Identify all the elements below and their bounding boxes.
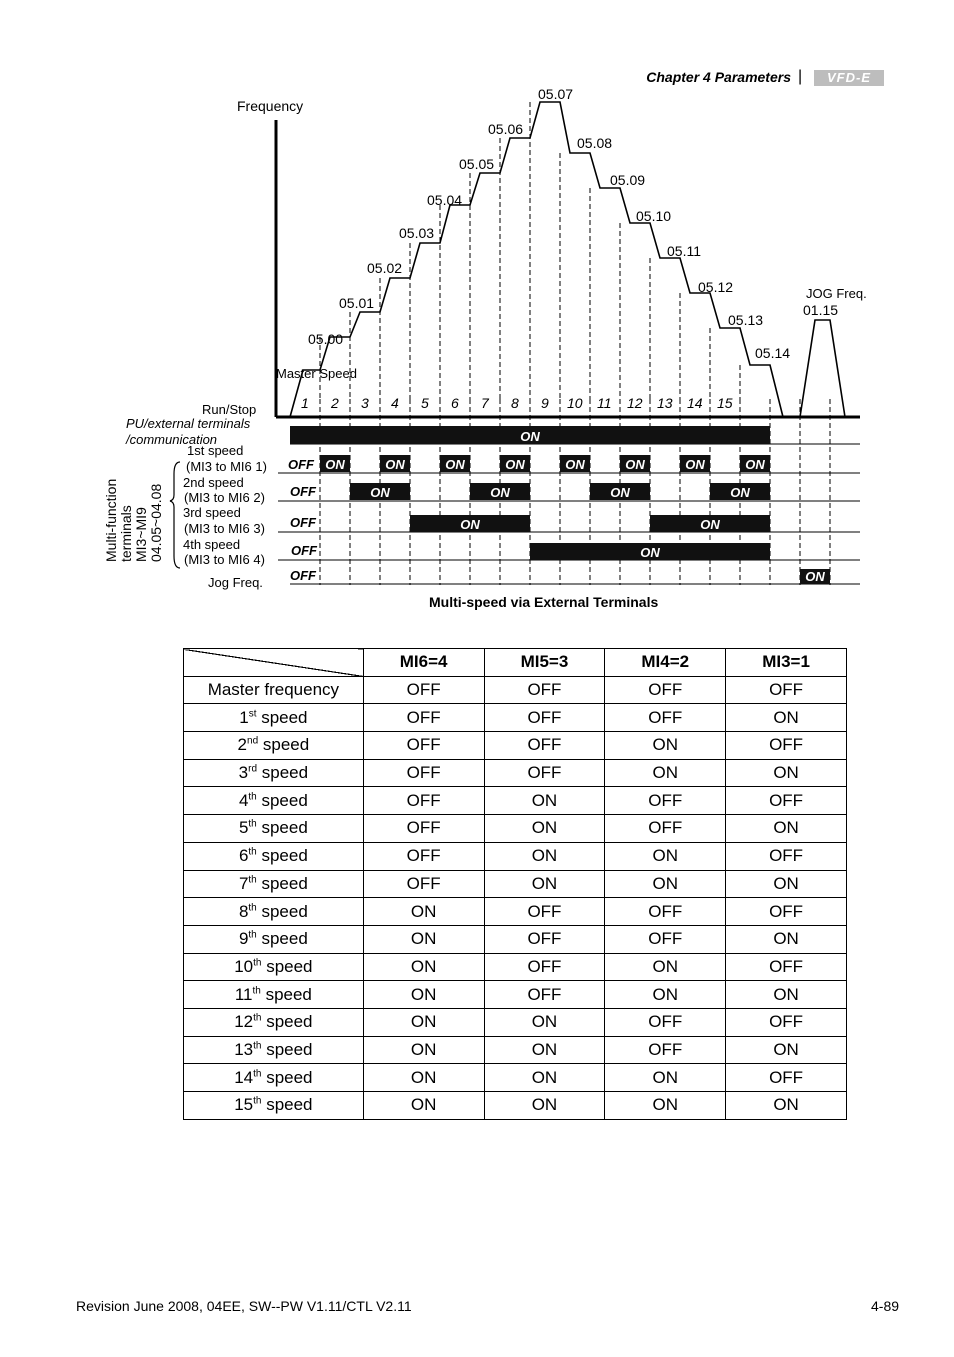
state-cell: ON: [605, 759, 726, 787]
speed-label: [184, 1008, 364, 1036]
speed-number: 11: [234, 984, 253, 1004]
state-cell: ON: [726, 870, 847, 898]
diagram-caption: Multi-speed via External Terminals: [429, 594, 659, 610]
jog-row-label: Jog Freq.: [208, 575, 263, 590]
run-stop-label: Run/Stop: [202, 402, 257, 417]
speed-label: [184, 1092, 364, 1120]
step-number: 13: [657, 395, 673, 411]
speed-number: 4: [238, 790, 249, 810]
table-row: [184, 732, 847, 760]
speed-value-label: 05.10: [636, 208, 672, 224]
state-cell: ON: [484, 815, 605, 843]
state-cell: ON: [363, 1036, 484, 1064]
speed-value-label: 05.03: [399, 225, 435, 241]
state-cell: ON: [726, 1036, 847, 1064]
state-cell: OFF: [605, 1008, 726, 1036]
state-cell: OFF: [726, 898, 847, 926]
step-number: 9: [541, 395, 549, 411]
table-row: [184, 870, 847, 898]
state-cell: ON: [484, 1092, 605, 1120]
table-row: [184, 842, 847, 870]
row3-label-line2: (MI3 to MI6 3): [184, 521, 265, 536]
state-cell: OFF: [363, 842, 484, 870]
speed-label: [184, 676, 364, 704]
off-label: OFF: [291, 543, 317, 558]
state-cell: OFF: [484, 925, 605, 953]
speed-number: 12: [234, 1012, 254, 1032]
row2-label-line2: (MI3 to MI6 2): [184, 490, 265, 505]
speed-suffix: speed: [256, 707, 308, 727]
speed-label: [184, 815, 364, 843]
step-number: 2: [331, 395, 339, 411]
state-cell: OFF: [726, 1008, 847, 1036]
speed-suffix: speed: [261, 956, 313, 976]
state-cell: ON: [484, 1008, 605, 1036]
state-cell: OFF: [605, 815, 726, 843]
frequency-axis-label: Frequency: [237, 98, 304, 114]
state-cell: OFF: [605, 676, 726, 704]
step-number: 14: [687, 395, 703, 411]
communication-label: /communication: [126, 432, 218, 447]
state-cell: ON: [605, 732, 726, 760]
state-cell: ON: [726, 815, 847, 843]
speed-label: [184, 732, 364, 760]
table-row: [184, 676, 847, 704]
header-mi6: MI6=4: [363, 649, 484, 677]
speed-label: [184, 1064, 364, 1092]
state-cell: OFF: [484, 732, 605, 760]
table-row: [184, 759, 847, 787]
speed-value-label: 05.07: [538, 86, 574, 102]
speed-value-label: 05.09: [610, 172, 646, 188]
speed-suffix: speed: [258, 735, 310, 755]
frequency-staircase: [290, 102, 783, 417]
speed-number: 3: [238, 763, 249, 783]
state-cell: ON: [363, 1008, 484, 1036]
step-number: 3: [361, 395, 369, 411]
state-cell: OFF: [363, 870, 484, 898]
state-cell: OFF: [726, 842, 847, 870]
ordinal-suffix: th: [252, 984, 261, 996]
speed-label: [184, 759, 364, 787]
diagram-dynamic-layer: [276, 86, 860, 585]
on-label: ON: [730, 485, 750, 500]
ordinal-suffix: th: [248, 901, 257, 913]
speed-suffix: speed: [256, 873, 308, 893]
speed-label: [184, 925, 364, 953]
table-row: [184, 898, 847, 926]
speed-value-label: 05.11: [667, 243, 701, 259]
table-header-row: [184, 649, 847, 677]
speed-suffix: speed: [257, 763, 309, 783]
off-label: OFF: [290, 515, 316, 530]
side-label-mi3-mi9: MI3~MI9: [133, 507, 149, 562]
side-brace: [170, 462, 180, 568]
speed-number: 6: [238, 846, 249, 866]
state-cell: OFF: [605, 898, 726, 926]
vfd-e-logo: VFD-E: [814, 70, 884, 86]
step-number: 10: [567, 395, 583, 411]
step-number: 7: [481, 395, 489, 411]
master-speed-label: Master Speed: [276, 366, 357, 381]
state-cell: ON: [484, 787, 605, 815]
on-label: ON: [610, 485, 630, 500]
row1-label-line2: (MI3 to MI6 1): [186, 459, 267, 474]
state-cell: ON: [605, 842, 726, 870]
header-mi3: MI3=1: [726, 649, 847, 677]
on-label: ON: [700, 517, 720, 532]
on-label: ON: [505, 457, 525, 472]
speed-number: 10: [234, 956, 254, 976]
on-label: ON: [640, 545, 660, 560]
state-cell: OFF: [363, 759, 484, 787]
state-cell: ON: [726, 1092, 847, 1120]
row2-label-line1: 2nd speed: [183, 475, 244, 490]
step-number: 6: [451, 395, 459, 411]
chapter-title: Chapter 4 Parameters: [646, 69, 791, 85]
state-cell: OFF: [605, 787, 726, 815]
state-cell: ON: [726, 704, 847, 732]
multi-speed-table: [183, 648, 847, 1120]
speed-suffix: speed: [261, 1012, 313, 1032]
speed-suffix: speed: [256, 818, 308, 838]
state-cell: OFF: [363, 704, 484, 732]
speed-value-label: 05.14: [755, 345, 791, 361]
state-cell: OFF: [726, 732, 847, 760]
ordinal-suffix: th: [248, 874, 257, 886]
ordinal-suffix: th: [253, 1068, 262, 1079]
side-label-param-range: 04.05~04.08: [148, 483, 164, 562]
jog-freq-value: 01.15: [803, 302, 839, 318]
step-number: 15: [717, 395, 733, 411]
footer-revision: Revision June 2008, 04EE, SW--PW V1.11/CTL V2.11: [76, 1298, 412, 1314]
table-row: [184, 981, 847, 1009]
header-separator: |: [798, 68, 803, 85]
step-number: 5: [421, 395, 429, 411]
on-label: ON: [325, 457, 345, 472]
speed-suffix: speed: [256, 901, 308, 921]
speed-label: [184, 704, 364, 732]
state-cell: OFF: [726, 676, 847, 704]
ordinal-suffix: th: [253, 1095, 262, 1107]
state-cell: ON: [363, 1092, 484, 1120]
state-cell: OFF: [363, 815, 484, 843]
table-row: [184, 1064, 847, 1092]
multi-speed-timing-diagram: [0, 80, 954, 620]
speed-value-label: 05.08: [577, 135, 613, 151]
state-cell: OFF: [605, 925, 726, 953]
ordinal-suffix: th: [253, 1040, 262, 1052]
state-cell: ON: [363, 1064, 484, 1092]
state-cell: ON: [726, 925, 847, 953]
row4-label-line2: (MI3 to MI6 4): [184, 552, 265, 567]
speed-value-label: 05.05: [459, 156, 495, 172]
speed-value-label: 05.12: [698, 279, 734, 295]
state-cell: ON: [484, 870, 605, 898]
speed-number: 9: [238, 929, 249, 949]
on-label: ON: [490, 485, 510, 500]
state-cell: OFF: [484, 981, 605, 1009]
diagram-static-text: [103, 98, 867, 610]
speed-label: [184, 787, 364, 815]
speed-number: 8: [238, 901, 249, 921]
table-corner-cell: [184, 649, 364, 677]
state-cell: ON: [605, 981, 726, 1009]
ordinal-suffix: st: [248, 708, 257, 720]
speed-label: [184, 981, 364, 1009]
row1-label-line1: 1st speed: [187, 443, 244, 458]
state-cell: ON: [605, 870, 726, 898]
ordinal-suffix: rd: [248, 763, 258, 775]
speed-value-label: 05.02: [367, 260, 403, 276]
speed-value-label: 05.04: [427, 192, 463, 208]
state-cell: OFF: [484, 898, 605, 926]
speed-suffix: speed: [261, 1095, 313, 1115]
state-cell: OFF: [484, 704, 605, 732]
ordinal-suffix: th: [248, 791, 257, 803]
state-cell: ON: [726, 759, 847, 787]
step-number: 1: [301, 395, 309, 411]
ordinal-suffix: nd: [247, 735, 259, 747]
speed-suffix: speed: [256, 929, 308, 949]
state-cell: ON: [605, 1064, 726, 1092]
state-cell: ON: [484, 1064, 605, 1092]
speed-number: 7: [238, 873, 249, 893]
state-cell: OFF: [605, 1036, 726, 1064]
table-row: [184, 953, 847, 981]
on-label: ON: [370, 485, 390, 500]
speed-number: 5: [238, 818, 249, 838]
ordinal-suffix: th: [253, 957, 262, 969]
row3-label-line1: 3rd speed: [183, 505, 241, 520]
step-number: 4: [391, 395, 399, 411]
side-label-multi-function: Multi-function: [103, 478, 119, 562]
state-cell: OFF: [726, 787, 847, 815]
step-number: 11: [597, 395, 612, 411]
speed-suffix: speed: [256, 846, 308, 866]
speed-label: [184, 1036, 364, 1064]
on-label: ON: [565, 457, 585, 472]
speed-label: [184, 842, 364, 870]
state-cell: OFF: [484, 676, 605, 704]
table-row: [184, 815, 847, 843]
state-cell: ON: [484, 842, 605, 870]
ordinal-suffix: th: [248, 929, 257, 941]
step-number: 8: [511, 395, 519, 411]
speed-number: 1: [239, 707, 249, 727]
on-label: ON: [685, 457, 705, 472]
speed-suffix: speed: [256, 790, 308, 810]
header-mi5: MI5=3: [484, 649, 605, 677]
on-label: ON: [805, 569, 825, 584]
off-label: OFF: [290, 484, 316, 499]
pu-terminals-label: PU/external terminals: [126, 416, 251, 431]
ordinal-suffix: th: [248, 818, 257, 830]
table-row: [184, 1092, 847, 1120]
state-cell: OFF: [363, 676, 484, 704]
state-cell: ON: [363, 981, 484, 1009]
on-label: ON: [460, 517, 480, 532]
on-label: ON: [520, 429, 540, 444]
speed-label: [184, 870, 364, 898]
state-cell: OFF: [363, 732, 484, 760]
speed-suffix: speed: [261, 1067, 313, 1087]
on-label: ON: [745, 457, 765, 472]
ordinal-suffix: th: [253, 1012, 262, 1024]
speed-value-label: 05.00: [308, 331, 344, 347]
state-cell: ON: [363, 925, 484, 953]
side-label-terminals: terminals: [118, 505, 134, 562]
speed-suffix: speed: [261, 1039, 313, 1059]
off-label: OFF: [288, 457, 314, 472]
jog-freq-label: JOG Freq.: [806, 286, 867, 301]
on-label: ON: [445, 457, 465, 472]
ordinal-suffix: th: [248, 846, 257, 858]
state-cell: OFF: [605, 704, 726, 732]
speed-label: [184, 898, 364, 926]
table-row: [184, 925, 847, 953]
table-row: [184, 1036, 847, 1064]
on-label: ON: [385, 457, 405, 472]
row4-label-line1: 4th speed: [183, 537, 241, 552]
state-cell: ON: [484, 1036, 605, 1064]
speed-suffix: Master frequency: [207, 680, 340, 700]
state-cell: ON: [726, 981, 847, 1009]
state-cell: OFF: [726, 1064, 847, 1092]
speed-number: 2: [237, 735, 248, 755]
state-cell: ON: [605, 1092, 726, 1120]
page-number: 4-89: [871, 1298, 900, 1314]
state-cell: ON: [605, 953, 726, 981]
speed-number: 15: [234, 1095, 254, 1115]
speed-value-label: 05.13: [728, 312, 764, 328]
speed-value-label: 05.06: [488, 121, 524, 137]
speed-value-label: 05.01: [339, 295, 375, 311]
speed-number: 13: [234, 1039, 254, 1059]
table-row: [184, 1008, 847, 1036]
state-cell: OFF: [726, 953, 847, 981]
state-cell: OFF: [484, 953, 605, 981]
state-cell: OFF: [363, 787, 484, 815]
table-row: [184, 704, 847, 732]
on-label: ON: [625, 457, 645, 472]
table-row: [184, 787, 847, 815]
speed-number: 14: [234, 1067, 254, 1087]
jog-frequency-curve: [800, 320, 845, 417]
step-number: 12: [627, 395, 643, 411]
speed-label: [184, 953, 364, 981]
state-cell: ON: [363, 953, 484, 981]
speed-suffix: speed: [260, 984, 312, 1004]
state-cell: OFF: [484, 759, 605, 787]
state-cell: ON: [363, 898, 484, 926]
header-mi4: MI4=2: [605, 649, 726, 677]
off-label: OFF: [290, 568, 316, 583]
